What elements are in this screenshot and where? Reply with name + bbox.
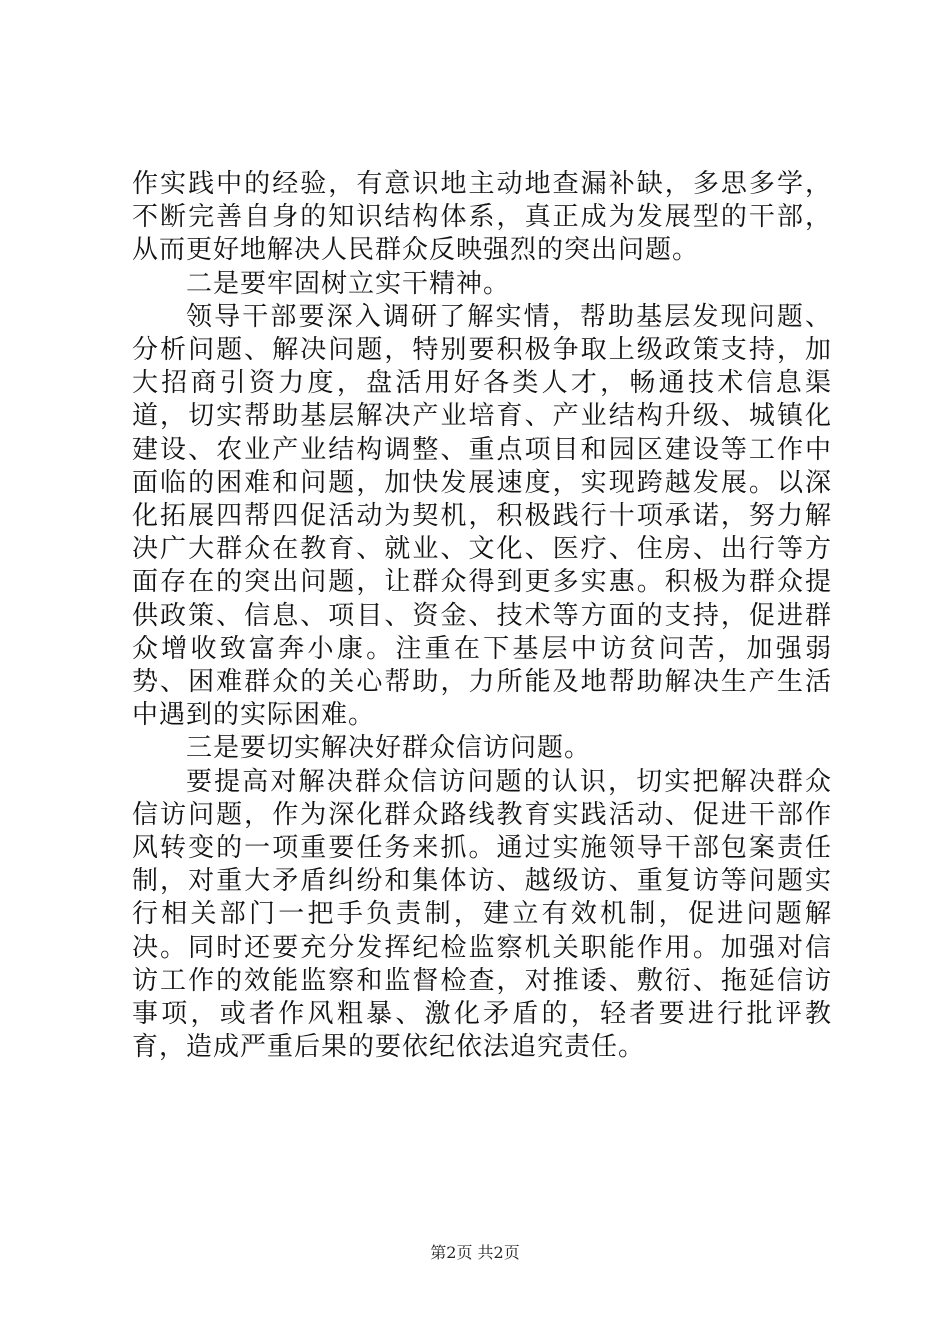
document-body (132, 168, 832, 1064)
section-heading-two: 二是要牢固树立实干精神。 (186, 268, 511, 299)
page-number-footer: 第2页 共2页 (430, 1243, 520, 1262)
section-heading-three: 三是要切实解决好群众信访问题。 (186, 733, 592, 764)
paragraph-section-three: 要提高对解决群众信访问题的认识，切实把解决群众信访问题，作为深化群众路线教育实践活动、促进干部作风转变的一项重要任务来抓。通过实施领导干部包案责任制，对重大矛盾纠纷和集体访、越级访、重复访等问题实行相关部门一把手负责制，建立有效机制，促进问题解决。同时还要充分发挥纪检监察机关职能作用。加强对信访工作的效能监察和监督检查，对推诿、敷衍、拖延信访事项，或者作风粗暴、激化矛盾的，轻者要进行批评教育，造成严重后果的要依纪依法追究责任。 (132, 766, 832, 1063)
paragraph-section-two: 领导干部要深入调研了解实情，帮助基层发现问题、分析问题、解决问题，特别要积极争取上级政策支持，加大招商引资力度，盘活用好各类人才，畅通技术信息渠道，切实帮助基层解决产业培育、产业结构升级、城镇化建设、农业产业结构调整、重点项目和园区建设等工作中面临的困难和问题，加快发展速度，实现跨越发展。以深化拓展四帮四促活动为契机，积极践行十项承诺，努力解决广大群众在教育、就业、文化、医疗、住房、出行等方面存在的突出问题，让群众得到更多实惠。积极为群众提供政策、信息、项目、资金、技术等方面的支持，促进群众增收致富奔小康。注重在下基层中访贫问苦，加强弱势、困难群众的关心帮助，力所能及地帮助解决生产生活中遇到的实际困难。 (132, 301, 832, 731)
paragraph-continuation: 作实践中的经验，有意识地主动地查漏补缺，多思多学，不断完善自身的知识结构体系，真正成为发展型的干部，从而更好地解决人民群众反映强烈的突出问题。 (132, 169, 832, 266)
